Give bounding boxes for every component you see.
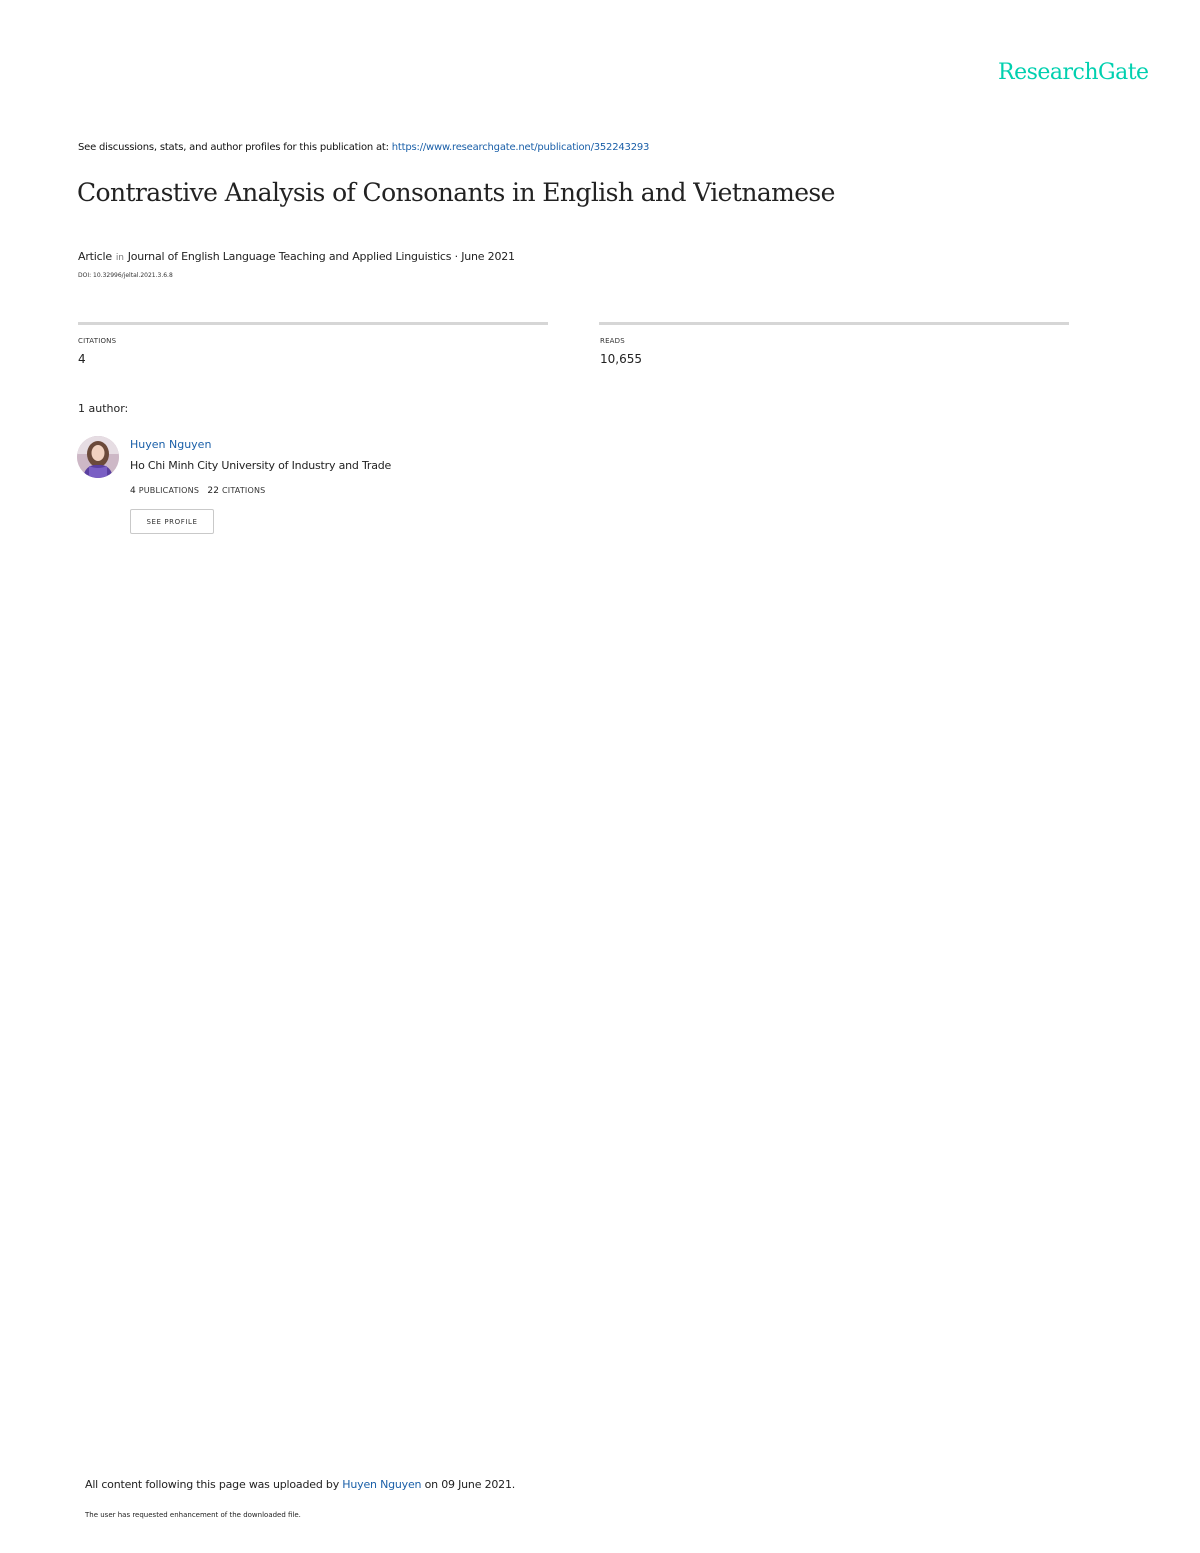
see-profile-button[interactable]: SEE PROFILE bbox=[130, 509, 214, 534]
author-name-link[interactable]: Huyen Nguyen bbox=[130, 438, 212, 451]
reads-value: 10,655 bbox=[600, 352, 642, 366]
publication-doi: DOI: 10.32996/jeltal.2021.3.6.8 bbox=[78, 272, 173, 279]
publication-type: Article bbox=[78, 250, 112, 263]
author-institution: Ho Chi Minh City University of Industry and Trade bbox=[130, 459, 392, 472]
author-publications-count: 4 bbox=[130, 486, 136, 496]
publication-meta bbox=[78, 250, 515, 263]
upload-date: on 09 June 2021. bbox=[424, 1478, 516, 1491]
in-separator-icon: in bbox=[115, 253, 124, 263]
enhancement-note: The user has requested enhancement of the downloaded file. bbox=[85, 1511, 301, 1519]
publication-source-line bbox=[78, 142, 649, 153]
author-stats bbox=[130, 486, 265, 496]
citations-value: 4 bbox=[78, 352, 86, 366]
avatar[interactable] bbox=[77, 436, 119, 478]
upload-prefix: All content following this page was uploaded by bbox=[85, 1478, 339, 1491]
citations-label: CITATIONS bbox=[78, 337, 117, 345]
author-citations-count: 22 bbox=[207, 486, 220, 496]
citations-divider bbox=[78, 322, 548, 325]
publication-title: Contrastive Analysis of Consonants in English and Vietnamese bbox=[77, 178, 835, 207]
publication-url-link[interactable]: https://www.researchgate.net/publication/352243293 bbox=[391, 142, 650, 153]
reads-divider bbox=[599, 322, 1069, 325]
author-citations-label: CITATIONS bbox=[221, 486, 266, 495]
author-photo-icon bbox=[77, 436, 119, 478]
see-discussions-text: See discussions, stats, and author profiles for this publication at: bbox=[78, 142, 389, 153]
reads-label: READS bbox=[600, 337, 625, 345]
journal-info: Journal of English Language Teaching and Applied Linguistics · June 2021 bbox=[127, 250, 515, 263]
uploader-name-link[interactable]: Huyen Nguyen bbox=[342, 1478, 422, 1491]
author-publications-label: PUBLICATIONS bbox=[138, 486, 200, 495]
upload-notice bbox=[85, 1478, 515, 1491]
researchgate-logo[interactable]: ResearchGate bbox=[998, 60, 1149, 85]
authors-count: 1 author: bbox=[78, 402, 129, 415]
